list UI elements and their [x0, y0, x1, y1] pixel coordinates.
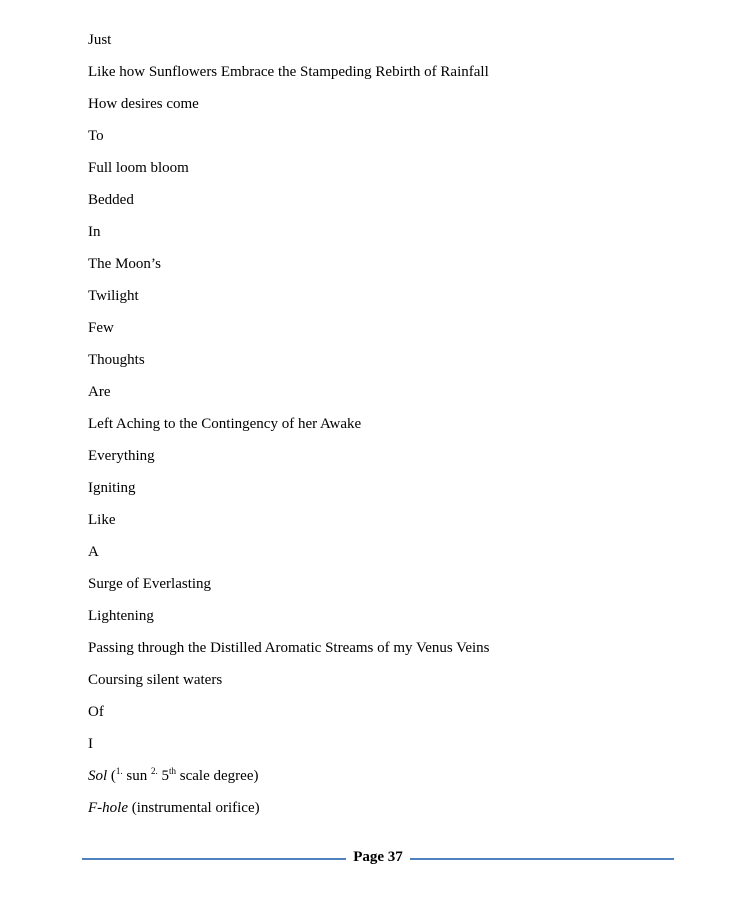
poem-line: Bedded — [88, 192, 134, 208]
poem-line: Passing through the Distilled Aromatic Streams of my Venus Veins — [88, 640, 490, 656]
poem-line: Lightening — [88, 608, 154, 624]
poem-line: Like how Sunflowers Embrace the Stampeding Rebirth of Rainfall — [88, 64, 489, 80]
footnote-text: 5 — [157, 768, 170, 784]
poem-line: A — [88, 544, 99, 560]
footnote-text: ( — [107, 768, 116, 784]
poem-line: In — [88, 224, 101, 240]
poem-line: How desires come — [88, 96, 199, 112]
footnote-sol — [88, 766, 490, 798]
footnote-term: F-hole — [88, 800, 128, 816]
poem-line: Left Aching to the Contingency of her Awake — [88, 416, 362, 432]
page-number: Page 37 — [353, 849, 403, 865]
poem-line: Full loom bloom — [88, 160, 189, 176]
footer-rule-left — [82, 858, 346, 860]
footnote-term: Sol — [88, 768, 108, 784]
footer-rule-right — [410, 858, 674, 860]
page-footer — [82, 848, 674, 868]
footnote-fhole — [88, 798, 490, 830]
poem-line: Just — [88, 32, 112, 48]
poem-line: Igniting — [88, 480, 136, 496]
poem-line: Like — [88, 512, 116, 528]
poem-line: Are — [88, 384, 111, 400]
poem-line: Twilight — [88, 288, 139, 304]
footnote-text: sun — [122, 768, 152, 784]
poem-line: Everything — [88, 448, 155, 464]
footnote-marker: 2. — [151, 766, 158, 776]
footnote-text: scale degree) — [176, 768, 259, 784]
poem-line: To — [88, 128, 104, 144]
poem-body — [88, 30, 490, 830]
ordinal-suffix: th — [169, 766, 177, 776]
poem-line: Few — [88, 320, 114, 336]
poem-line: Coursing silent waters — [88, 672, 223, 688]
footnote-text: (instrumental orifice) — [127, 800, 260, 816]
footnote-marker: 1. — [115, 766, 123, 776]
poem-line: The Moon’s — [88, 256, 161, 272]
poem-line: Of — [88, 704, 104, 720]
poem-line: Thoughts — [88, 352, 145, 368]
poem-line: I — [88, 736, 93, 752]
poem-line: Surge of Everlasting — [88, 576, 212, 592]
